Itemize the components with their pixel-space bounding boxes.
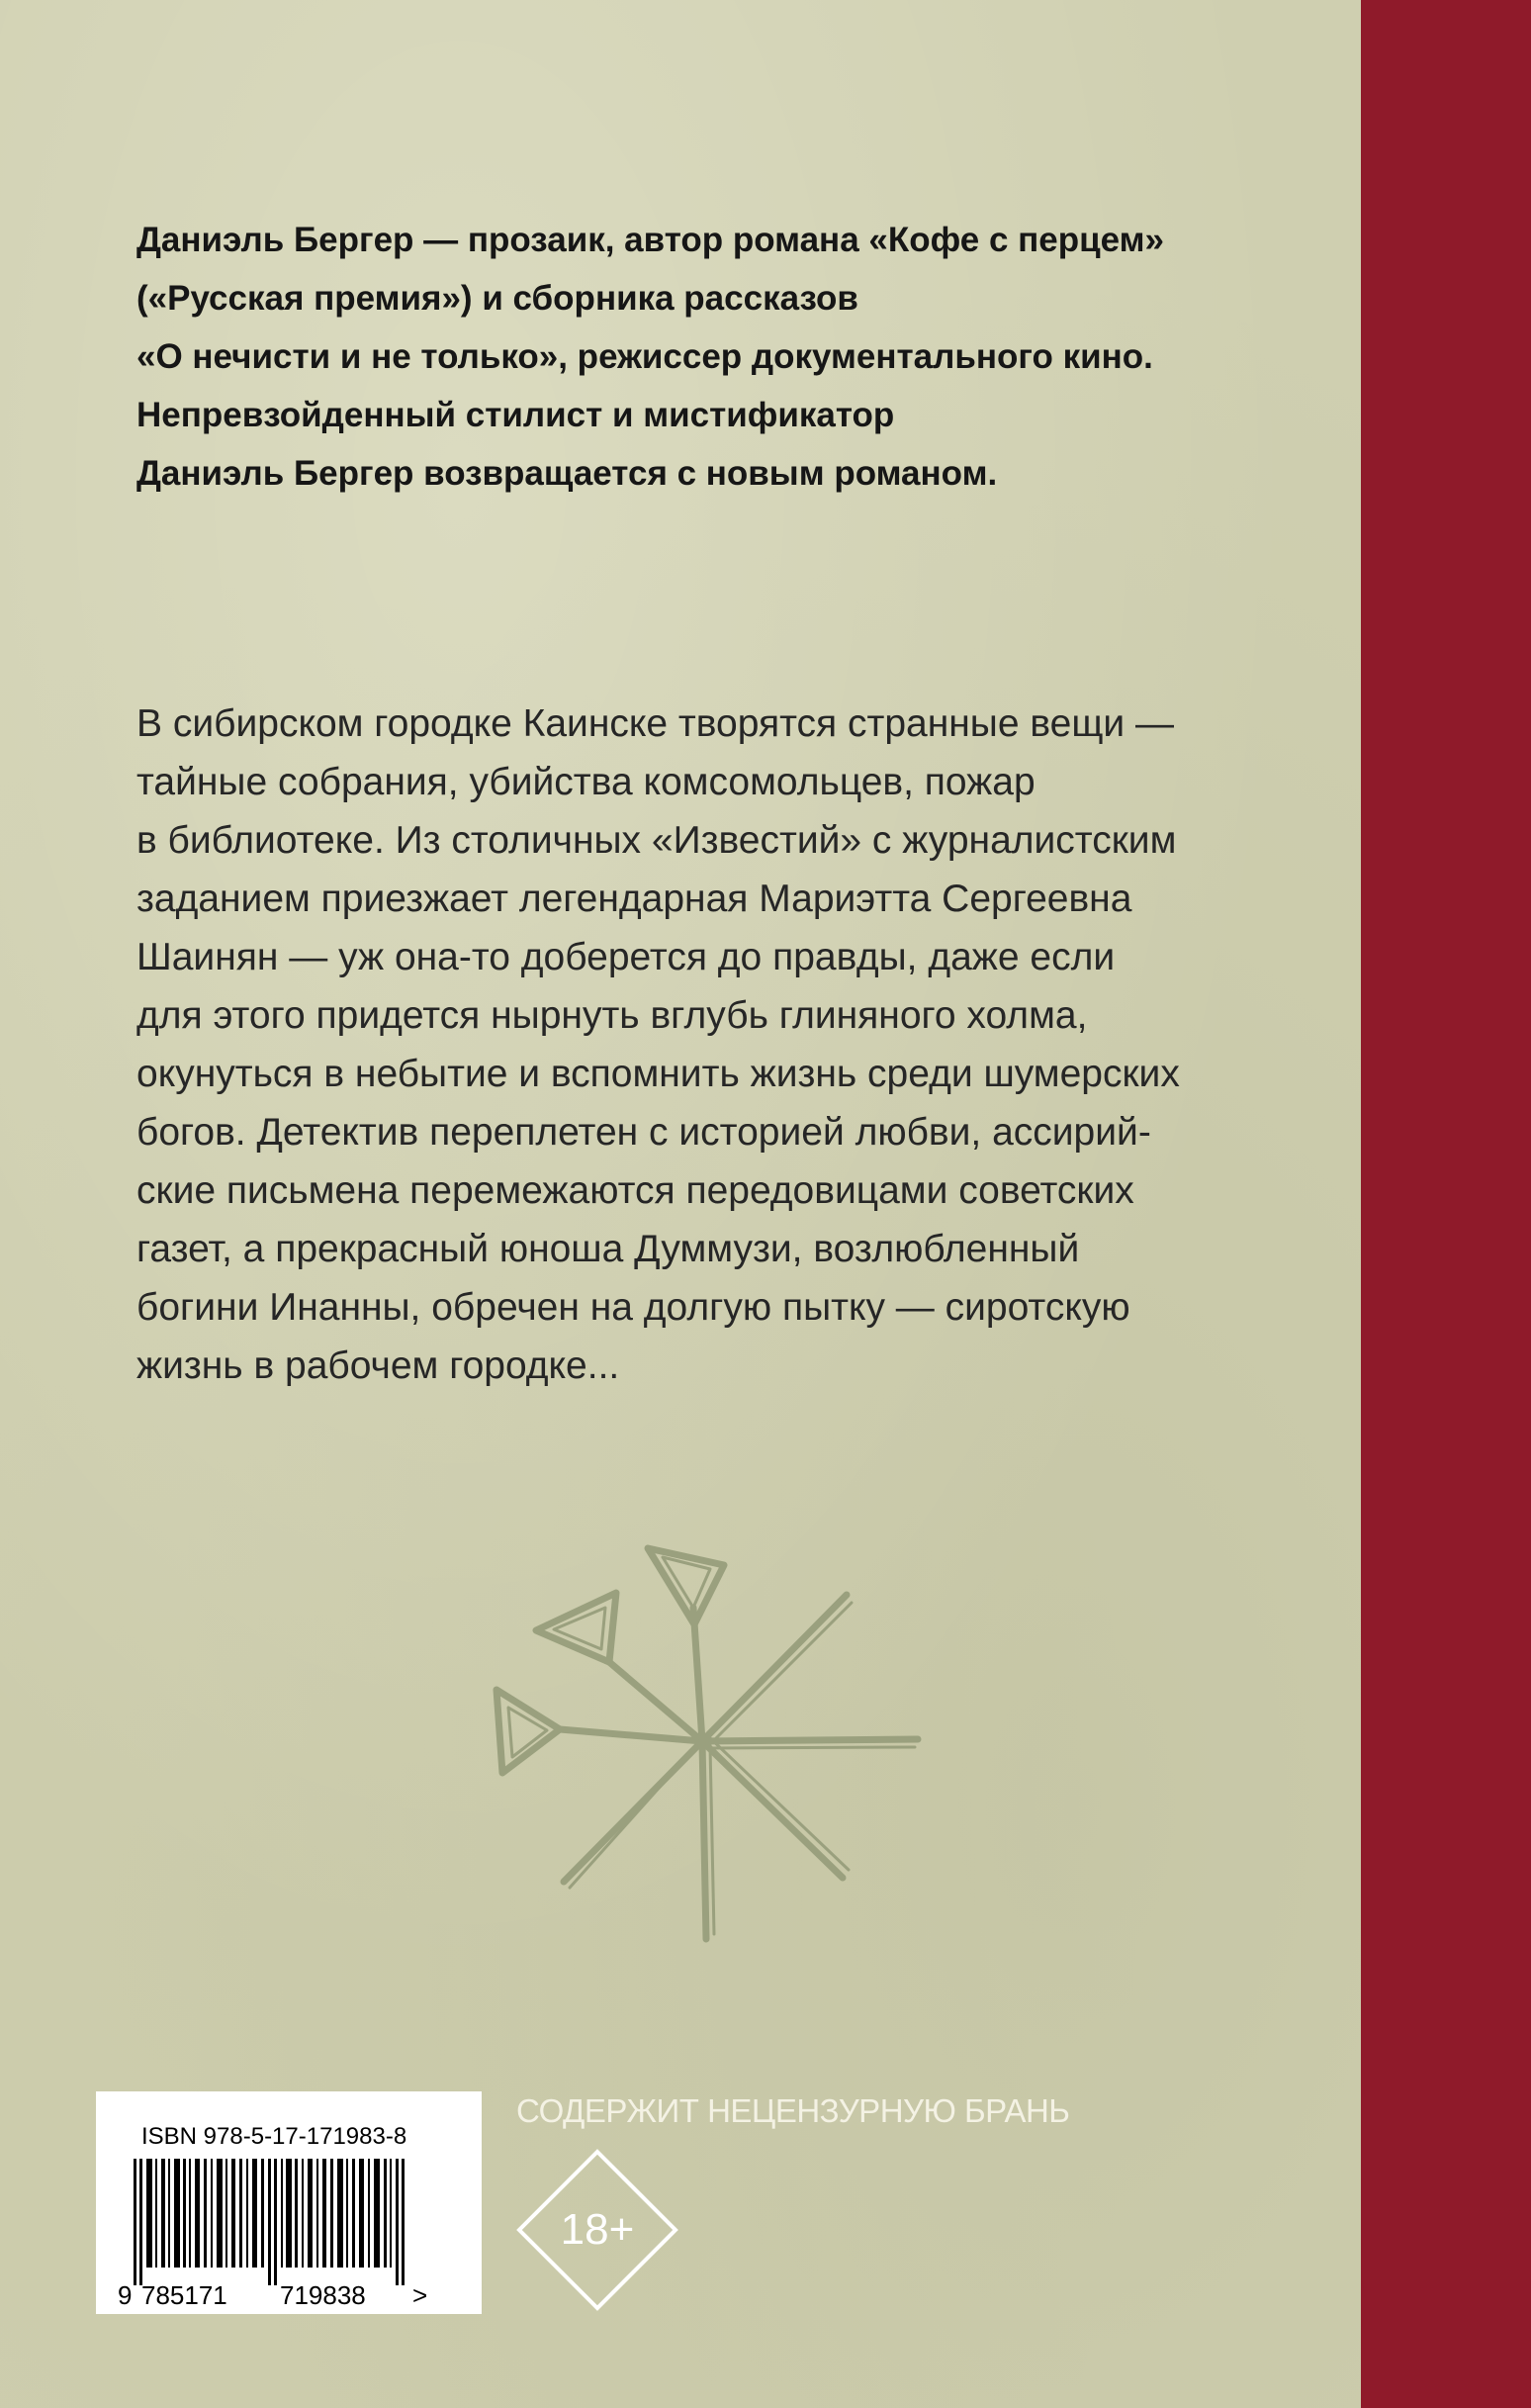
author-bio-line: «О нечисти и не только», режиссер документального кино. [136, 337, 1153, 376]
cuneiform-star-icon [475, 1514, 930, 1969]
barcode-quiet-mark: > [412, 2280, 428, 2310]
author-bio-paragraph [136, 211, 1323, 503]
annotation-line: заданием приезжает легендарная Мариэтта Сергеевна [136, 878, 1132, 920]
barcode-right-digits: 719838 [280, 2280, 366, 2310]
spine-color-band [1361, 0, 1531, 2408]
barcode-first-digit: 9 [118, 2280, 133, 2310]
barcode-graphic [120, 2091, 466, 2314]
author-bio-line: Непревзойденный стилист и мистификатор [136, 396, 895, 434]
annotation-line: в библиотеке. Из столичных «Известий» с журналистским [136, 819, 1177, 862]
annotation-line: богини Инанны, обречен на долгую пытку — сиротскую [136, 1286, 1130, 1329]
annotation-line: газет, а прекрасный юноша Думмузи, возлюбленный [136, 1228, 1080, 1270]
annotation-line: богов. Детектив переплетен с историей любви, ассирий- [136, 1111, 1151, 1154]
content-warning: СОДЕРЖИТ НЕЦЕНЗУРНУЮ БРАНЬ [516, 2092, 1070, 2129]
age-rating-badge [516, 2149, 678, 2311]
book-annotation-paragraph [136, 695, 1323, 1395]
barcode-left-digits: 785171 [141, 2280, 227, 2310]
annotation-line: для этого придется нырнуть вглубь глиняного холма, [136, 994, 1088, 1037]
annotation-line: Шаинян — уж она-то доберется до правды, даже если [136, 936, 1116, 978]
annotation-line: тайные собрания, убийства комсомольцев, пожар [136, 761, 1036, 803]
annotation-line: ские письмена перемежаются передовицами советских [136, 1169, 1134, 1212]
author-bio-line: Даниэль Бергер возвращается с новым романом. [136, 454, 998, 493]
annotation-line: В сибирском городке Каинске творятся странные вещи — [136, 702, 1175, 745]
annotation-line: жизнь в рабочем городке... [136, 1344, 620, 1387]
author-bio-line: Даниэль Бергер — прозаик, автор романа «Кофе с перцем» [136, 221, 1164, 259]
isbn-number: ISBN 978-5-17-171983-8 [141, 2123, 407, 2150]
author-bio-line: («Русская премия») и сборника рассказов [136, 279, 858, 318]
annotation-line: окунуться в небытие и вспомнить жизнь среди шумерских [136, 1053, 1180, 1095]
age-rating-label: 18+ [560, 2205, 635, 2254]
isbn-barcode-label [96, 2091, 482, 2314]
